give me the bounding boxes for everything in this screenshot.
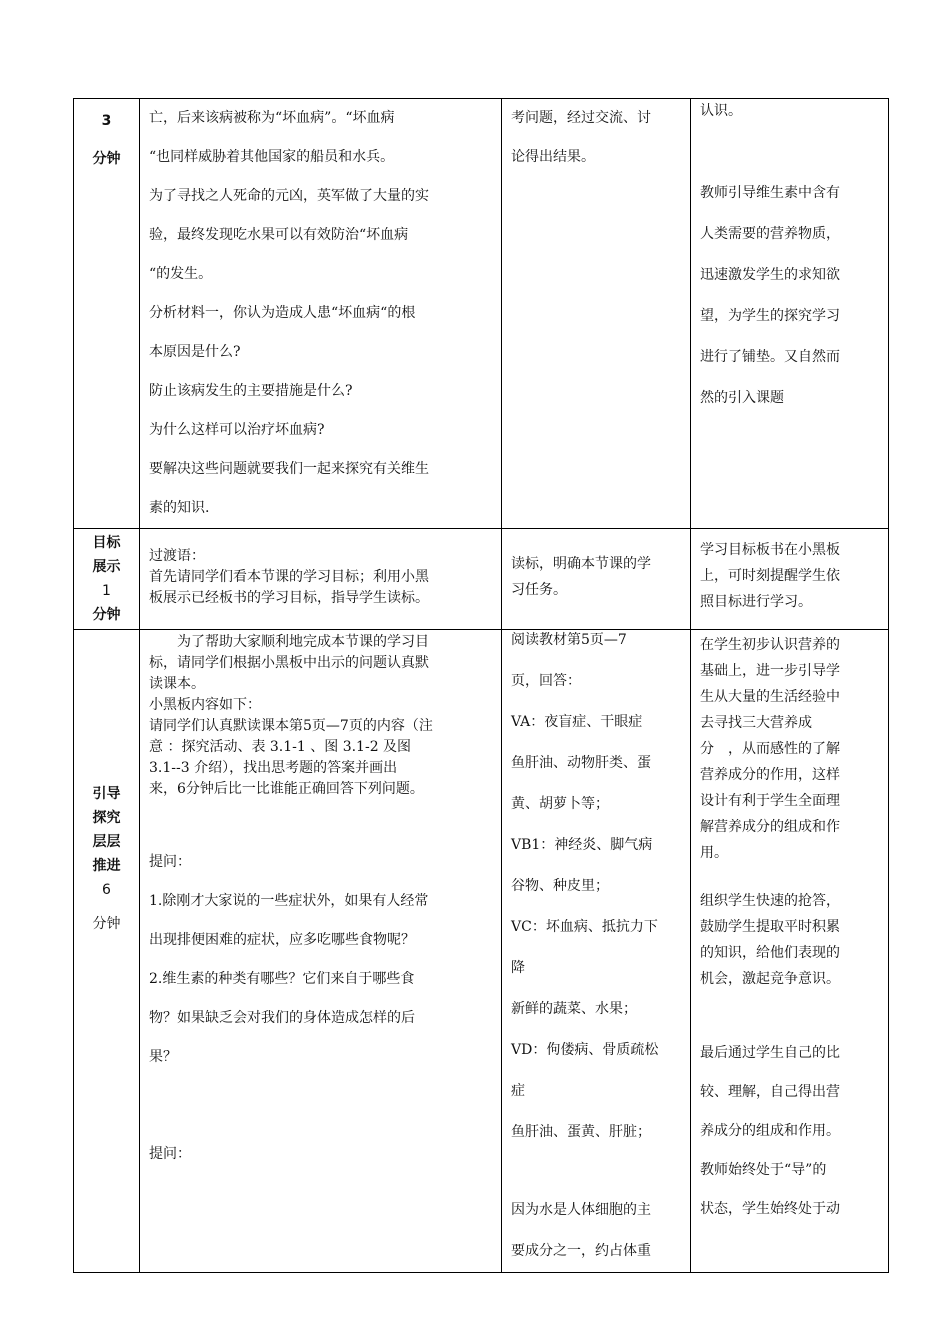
content-line: 认识。 (700, 103, 742, 119)
content-line: 降 (511, 960, 525, 976)
content-line: 考问题，经过交流、讨 (511, 110, 651, 126)
stage-label: 1 (102, 583, 111, 599)
content-line: 组织学生快速的抢答， (700, 893, 840, 909)
content-line: VA：夜盲症、干眼症 (511, 714, 643, 730)
content-line: 照目标进行学习。 (700, 594, 812, 610)
content-line: 首先请同学们看本节课的学习目标；利用小黑 (149, 569, 429, 585)
content-line: 症 (511, 1083, 525, 1099)
content-line: 提问： (149, 854, 191, 870)
content-line: 设计有利于学生全面理 (700, 793, 840, 809)
table-row (74, 99, 889, 529)
content-line: 基础上，进一步引导学 (700, 663, 840, 679)
content-line: 出现排便困难的症状，应多吃哪些食物呢？ (149, 932, 415, 948)
content-line: 页，回答： (511, 673, 581, 689)
stage-label: 3 (101, 113, 112, 129)
table-row (74, 630, 889, 1273)
content-line: 鱼肝油、动物肝类、蛋 (511, 755, 651, 771)
stage-label: 引导 (92, 786, 121, 802)
content-line: 鼓励学生提取平时积累 (700, 919, 840, 935)
student-activity-cell (502, 99, 691, 529)
stage-cell (74, 630, 140, 1273)
content-line: 的知识，给他们表现的 (700, 945, 840, 961)
content-line: 在学生初步认识营养的 (700, 637, 840, 653)
content-line: 分 ，从而感性的了解 (700, 741, 840, 757)
stage-label: 层层 (92, 834, 121, 850)
content-line: 小黑板内容如下： (149, 697, 261, 713)
content-line: 教师始终处于“导”的 (700, 1162, 827, 1178)
content-line: 亡，后来该病被称为“坏血病”。“坏血病 (149, 110, 395, 126)
content-line: 阅读教材第5页—7 (511, 632, 627, 648)
content-line: 生从大量的生活经验中 (700, 689, 840, 705)
design-intent-cell (691, 529, 889, 630)
content-line: 3.1--3 介绍），找出思考题的答案并画出 (149, 760, 398, 776)
content-line: 2.维生素的种类有哪些？它们来自于哪些食 (149, 971, 415, 987)
content-line: 然的引入课题 (700, 390, 784, 406)
content-line: 迅速激发学生的求知欲 (700, 267, 840, 283)
content-line: 本原因是什么? (149, 344, 241, 360)
content-line: 进行了铺垫。又自然而 (700, 349, 840, 365)
content-line: 请同学们认真默读课本第5页—7页的内容（注 (149, 718, 433, 734)
content-line (511, 1153, 681, 1190)
content-line: 提问： (149, 1146, 191, 1162)
content-line: “的发生。 (149, 266, 213, 282)
content-line: 过渡语： (149, 548, 205, 564)
content-line: 营养成分的作用，这样 (700, 767, 840, 783)
teacher-content-cell (140, 529, 502, 630)
stage-cell (74, 529, 140, 630)
teacher-content-cell (140, 630, 502, 1273)
content-line: 物？如果缺乏会对我们的身体造成怎样的后 (149, 1010, 415, 1026)
content-line: 要成分之一，约占体重 (511, 1243, 651, 1259)
stage-label: 推进 (92, 858, 121, 874)
content-line: 养成分的组成和作用。 (700, 1123, 840, 1139)
content-line: 鱼肝油、蛋黄、肝脏； (511, 1124, 651, 1140)
content-line: 较、理解，自己得出营 (700, 1084, 840, 1100)
content-line: 机会，激起竞争意识。 (700, 971, 840, 987)
content-line: 读课本。 (149, 676, 205, 692)
content-line: 为了帮助大家顺利地完成本节课的学习目 (177, 634, 429, 650)
stage-label: 展示 (92, 559, 121, 575)
content-line: 望，为学生的探究学习 (700, 308, 840, 324)
content-line: 1.除刚才大家说的一些症状外，如果有人经常 (149, 893, 429, 909)
content-line: VC：坏血病、抵抗力下 (511, 919, 658, 935)
content-line: 为什么这样可以治疗坏血病? (149, 422, 325, 438)
content-line: 素的知识. (149, 500, 210, 516)
student-activity-cell (502, 630, 691, 1273)
content-line: 读标，明确本节课的学 (511, 556, 651, 572)
content-line: 标，请同学们根据小黑板中出示的问题认真默 (149, 655, 429, 671)
content-line: 用。 (700, 845, 728, 861)
content-line (700, 132, 879, 173)
content-line: VD：佝偻病、骨质疏松 (511, 1042, 659, 1058)
content-line: 果？ (149, 1049, 177, 1065)
content-line: 解营养成分的组成和作 (700, 819, 840, 835)
content-line: 学习目标板书在小黑板 (700, 542, 840, 558)
content-line: 因为水是人体细胞的主 (511, 1202, 651, 1218)
content-line: 状态，学生始终处于动 (700, 1201, 840, 1217)
teacher-content-cell (140, 99, 502, 529)
stage-label: 分钟 (92, 916, 121, 932)
student-activity-cell (502, 529, 691, 630)
table-row (74, 529, 889, 630)
content-line: 为了寻找之人死命的元凶，英军做了大量的实 (149, 188, 429, 204)
content-line: 谷物、种皮里； (511, 878, 609, 894)
stage-label: 目标 (92, 535, 121, 551)
stage-label: 探究 (92, 810, 121, 826)
content-line: 板展示已经板书的学习目标，指导学生读标。 (149, 590, 429, 606)
content-line: 习任务。 (511, 582, 567, 598)
content-line: 分析材料一，你认为造成人患“坏血病“的根 (149, 305, 416, 321)
lesson-plan-table (73, 98, 889, 1273)
content-line: 人类需要的营养物质， (700, 226, 840, 242)
content-line: 新鲜的蔬菜、水果； (511, 1001, 637, 1017)
content-line: 来，6分钟后比一比谁能正确回答下列问题。 (149, 781, 424, 797)
content-line: 要解决这些问题就要我们一起来探究有关维生 (149, 461, 429, 477)
design-intent-cell (691, 630, 889, 1273)
content-line: 去寻找三大营养成 (700, 715, 812, 731)
stage-label: 分钟 (92, 607, 121, 623)
content-line: “也同样威胁着其他国家的船员和水兵。 (149, 149, 395, 165)
content-line: 教师引导维生素中含有 (700, 185, 840, 201)
design-intent-cell (691, 99, 889, 529)
stage-label: 分钟 (92, 151, 121, 167)
content-line: 黄、胡萝卜等； (511, 796, 609, 812)
content-line: 最后通过学生自己的比 (700, 1045, 840, 1061)
content-line: 防止该病发生的主要措施是什么? (149, 383, 353, 399)
content-line: VB1：神经炎、脚气病 (511, 837, 653, 853)
content-line: 论得出结果。 (511, 149, 595, 165)
content-line: 验，最终发现吃水果可以有效防治“坏血病 (149, 227, 409, 243)
stage-label: 6 (102, 882, 111, 898)
content-line: 意 ：探究活动、表 3.1-1 、图 3.1-2 及图 (149, 739, 412, 755)
content-line: 上，可时刻提醒学生依 (700, 568, 840, 584)
stage-cell (74, 99, 140, 529)
